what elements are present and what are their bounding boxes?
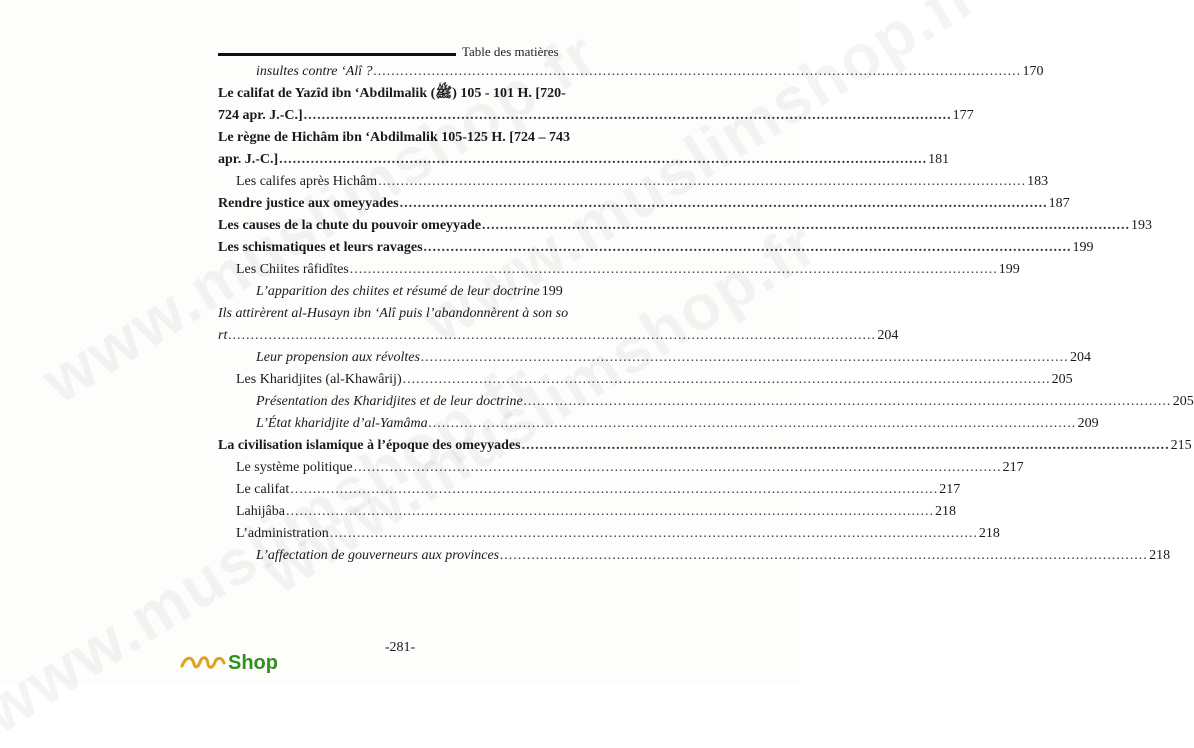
- toc-entry-page: 170: [1022, 64, 1044, 79]
- toc-entry: [218, 174, 1049, 196]
- toc-entry: [218, 372, 1073, 394]
- toc-entry: [218, 416, 1099, 438]
- toc-entry-page: 183: [1027, 174, 1049, 189]
- toc-entry: [218, 438, 1192, 460]
- toc-entry: [218, 482, 961, 504]
- toc-entry-line: [218, 328, 899, 350]
- toc-entry-page: 187: [1048, 196, 1070, 211]
- toc-entry-line: [218, 372, 1073, 394]
- toc-entry-title: Le règne de Hichâm ibn ‘Abdilmalik 105-125 H. [724 – 743: [218, 130, 570, 145]
- toc-entry-title: Présentation des Kharidjites et de leur doctrine: [256, 394, 523, 409]
- toc-entry: [218, 526, 1000, 548]
- toc-entry-title: Ils attirèrent al-Husayn ibn ‘Alî puis l’abandonnèrent à son so: [218, 306, 569, 321]
- toc-entry-line: [218, 306, 569, 328]
- dot-leader: [403, 372, 1051, 388]
- toc-entry-line: [218, 482, 961, 504]
- toc-entry: [218, 196, 1070, 218]
- toc-entry: [218, 460, 1024, 482]
- toc-entry-line: [218, 86, 566, 108]
- toc-entry-line: [218, 504, 956, 526]
- toc-entry-title: L’administration: [236, 526, 329, 541]
- toc-entry-page: 209: [1077, 416, 1099, 431]
- toc-entry-line: [218, 394, 1194, 416]
- table-of-contents: [218, 64, 1194, 570]
- toc-entry: [218, 394, 1194, 416]
- toc-entry-page: 193: [1131, 218, 1153, 233]
- toc-entry-page: 218: [978, 526, 1000, 541]
- dot-leader: [522, 438, 1170, 454]
- toc-entry-line: [218, 262, 1020, 284]
- toc-entry-title: Les Kharidjites (al-Khawârij): [236, 372, 402, 387]
- dot-leader: [524, 394, 1172, 410]
- toc-entry-line: [218, 548, 1171, 570]
- toc-entry-page: 218: [1149, 548, 1171, 563]
- toc-entry-title: Le califat de Yazîd ibn ‘Abdilmalik (ﷺ) 101 - 105 H. [720-: [218, 86, 566, 101]
- toc-entry-title: Les califes après Hichâm: [236, 174, 378, 189]
- toc-entry-page: 181: [928, 152, 950, 167]
- dot-leader: [424, 240, 1072, 256]
- toc-entry-title: rt: [218, 328, 228, 343]
- dot-leader: [374, 64, 1022, 80]
- dot-leader: [500, 548, 1148, 564]
- toc-entry-title: Le califat: [236, 482, 290, 497]
- toc-entry: [218, 64, 1044, 86]
- toc-entry-page: 205: [1051, 372, 1073, 387]
- toc-entry: [218, 218, 1153, 240]
- dot-leader: [350, 262, 998, 278]
- dot-leader: [429, 416, 1077, 432]
- toc-entry: [218, 130, 950, 174]
- toc-entry-title: Le système politique: [236, 460, 353, 475]
- toc-entry: [218, 262, 1020, 284]
- toc-entry-line: [218, 64, 1044, 86]
- toc-entry-page: 215: [1170, 438, 1192, 453]
- shop-logo: [180, 648, 278, 678]
- toc-entry: [218, 306, 899, 350]
- toc-entry: [218, 284, 563, 306]
- toc-entry-line: [218, 350, 1091, 372]
- page-number: -281-: [384, 640, 416, 655]
- toc-entry-page: 218: [934, 504, 956, 519]
- dot-leader: [286, 504, 934, 520]
- dot-leader: [354, 460, 1002, 476]
- dot-leader: [279, 152, 927, 168]
- toc-entry-title: L’affectation de gouverneurs aux provinces: [256, 548, 500, 563]
- toc-entry-line: [218, 240, 1094, 262]
- toc-entry: [218, 548, 1171, 570]
- dot-leader: [421, 350, 1069, 366]
- toc-entry: [218, 86, 974, 130]
- running-header-title: Table des matières: [462, 44, 559, 59]
- toc-entry-page: 204: [877, 328, 899, 343]
- toc-entry-page: 217: [939, 482, 961, 497]
- toc-entry-line: [218, 218, 1153, 240]
- toc-entry-title: insultes contre ‘Alî ?: [256, 64, 373, 79]
- dot-leader: [330, 526, 978, 542]
- toc-entry-title: L’État kharidjite d’al-Yamâma: [256, 416, 428, 431]
- swirl-logo-icon: [180, 652, 226, 674]
- toc-entry: [218, 504, 956, 526]
- toc-entry-line: [218, 416, 1099, 438]
- toc-entry-line: [218, 460, 1024, 482]
- toc-entry-line: [218, 196, 1070, 218]
- toc-entry-title: L’apparition des chiites et résumé de leur doctrine: [256, 284, 540, 299]
- toc-entry-title: apr. J.-C.]: [218, 152, 279, 167]
- toc-entry-page: 177: [952, 108, 974, 123]
- dot-leader: [400, 196, 1048, 212]
- toc-entry-page: 199: [541, 284, 563, 299]
- header-rule: [218, 53, 456, 56]
- toc-entry-title: Les causes de la chute du pouvoir omeyyade: [218, 218, 482, 233]
- toc-entry-title: Leur propension aux révoltes: [256, 350, 420, 365]
- toc-entry-title: Rendre justice aux omeyyades: [218, 196, 399, 211]
- toc-entry-page: 204: [1069, 350, 1091, 365]
- toc-entry-line: [218, 152, 950, 174]
- toc-entry: [218, 240, 1094, 262]
- toc-entry-page: 205: [1172, 394, 1194, 409]
- dot-leader: [290, 482, 938, 498]
- toc-entry: [218, 350, 1091, 372]
- dot-leader: [482, 218, 1130, 234]
- dot-leader: [228, 328, 876, 344]
- dot-leader: [378, 174, 1026, 190]
- toc-entry-page: 199: [998, 262, 1020, 277]
- dot-leader: [304, 108, 952, 124]
- toc-entry-page: 217: [1002, 460, 1024, 475]
- toc-entry-title: 724 apr. J.-C.]: [218, 108, 303, 123]
- toc-entry-line: [218, 438, 1192, 460]
- toc-entry-line: [218, 174, 1049, 196]
- toc-entry-line: [218, 108, 974, 130]
- toc-entry-line: [218, 130, 570, 152]
- toc-entry-title: Lahijâba: [236, 504, 285, 519]
- toc-entry-page: 199: [1072, 240, 1094, 255]
- logo-wordmark: Shop: [228, 651, 278, 674]
- toc-entry-title: Les Chiites râfidîtes: [236, 262, 349, 277]
- toc-entry-line: [218, 284, 563, 306]
- toc-entry-title: Les schismatiques et leurs ravages: [218, 240, 423, 255]
- toc-entry-title: La civilisation islamique à l’époque des omeyyades: [218, 438, 521, 453]
- toc-entry-line: [218, 526, 1000, 548]
